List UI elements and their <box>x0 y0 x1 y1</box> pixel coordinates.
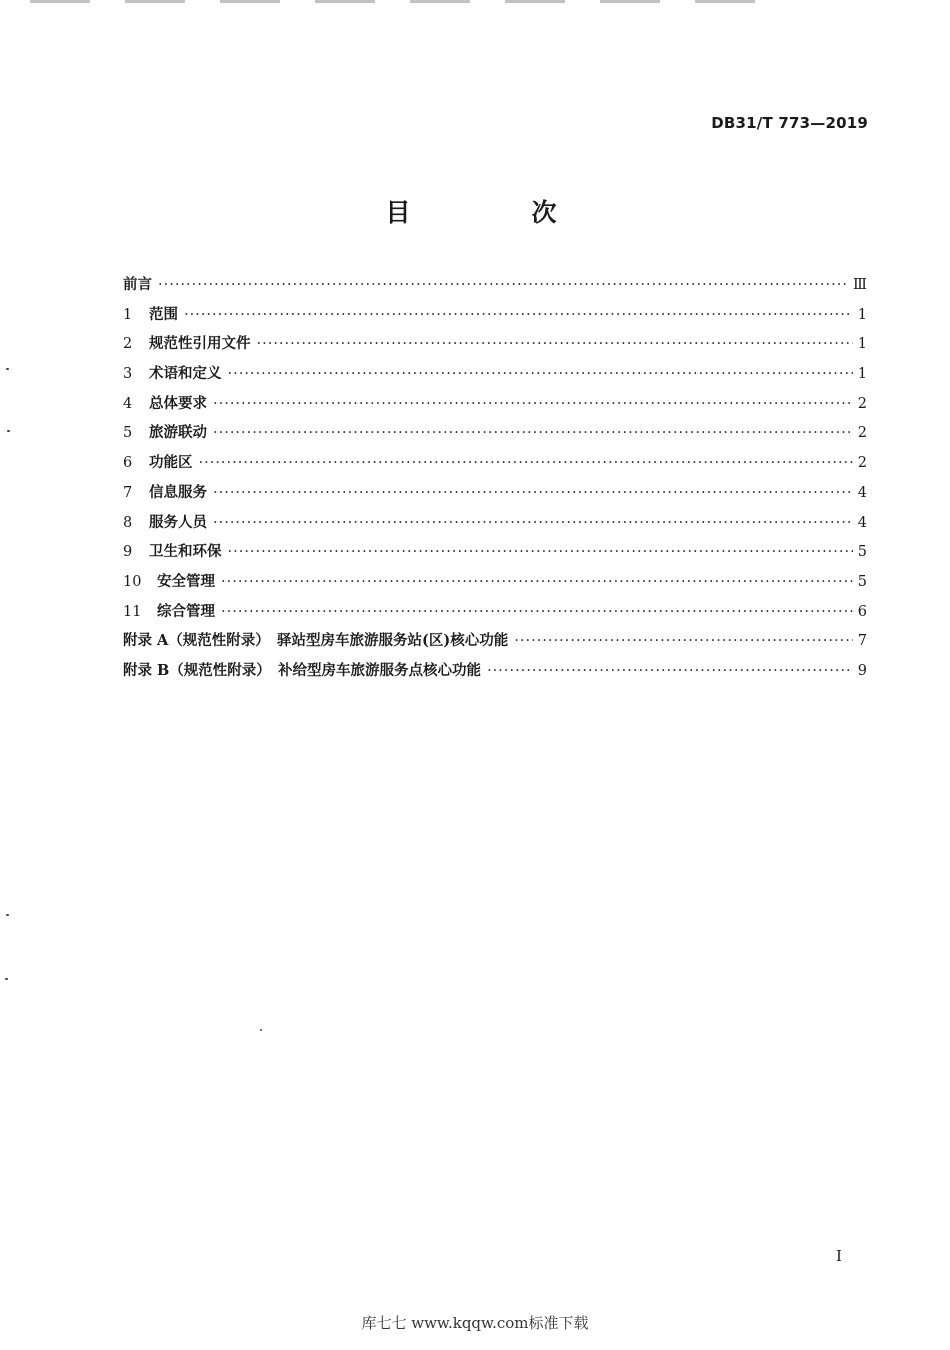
standard-code: DB31/T 773—2019 <box>711 114 868 132</box>
toc-dot-leader <box>213 485 853 501</box>
toc-entry-label: 综合管理 <box>157 602 215 620</box>
page-title: 目 次 <box>385 198 605 227</box>
scan-speck <box>6 368 9 370</box>
toc-dot-leader <box>213 425 853 441</box>
toc-entry-number: 1 <box>123 306 133 323</box>
toc-entry[interactable] <box>123 392 867 422</box>
toc-entry[interactable] <box>123 629 867 659</box>
toc-entry-label: 附录 B（规范性附录） 补给型房车旅游服务点核心功能 <box>123 661 482 679</box>
toc-dot-leader <box>213 515 853 531</box>
toc-entry[interactable] <box>123 570 867 600</box>
toc-dot-leader <box>257 336 854 352</box>
toc-entry-number: 2 <box>123 336 133 353</box>
toc-entry[interactable] <box>123 421 867 451</box>
toc-entry-page: 1 <box>857 366 867 383</box>
toc-entry-page: Ⅲ <box>853 277 867 293</box>
toc-entry-label: 安全管理 <box>157 572 215 590</box>
toc-entry[interactable] <box>123 362 867 392</box>
toc-entry-label: 旅游联动 <box>149 424 207 442</box>
scan-speck <box>7 430 10 432</box>
footer-watermark-text: 库七七 www.kqqw.com标准下载 <box>361 1314 589 1332</box>
toc-entry-number: 9 <box>123 544 133 561</box>
toc-entry-label: 信息服务 <box>149 483 207 501</box>
toc-entry-number: 4 <box>123 395 133 412</box>
toc-entry-label: 卫生和环保 <box>149 543 222 561</box>
toc-dot-leader <box>221 574 853 590</box>
toc-entry-page: 2 <box>857 395 867 412</box>
page-number: I <box>836 1247 842 1265</box>
toc-entry[interactable] <box>123 600 867 630</box>
toc-entry[interactable] <box>123 451 867 481</box>
toc-entry-number: 7 <box>123 484 133 501</box>
scan-speck <box>260 1029 262 1031</box>
toc-dot-leader <box>184 307 853 323</box>
toc-entry-page: 4 <box>857 514 867 531</box>
toc-entry-page: 1 <box>857 306 867 323</box>
toc-entry-label: 范围 <box>149 305 178 323</box>
toc-entry-number: 10 <box>123 573 142 590</box>
toc-entry[interactable] <box>123 273 867 303</box>
scan-speck <box>5 978 8 980</box>
toc-entry-label: 功能区 <box>149 454 193 472</box>
toc-dot-leader <box>514 633 853 649</box>
toc-entry-number: 3 <box>123 366 133 383</box>
toc-entry-number: 8 <box>123 514 133 531</box>
toc-dot-leader <box>221 604 853 620</box>
toc-entry-label: 附录 A（规范性附录） 驿站型房车旅游服务站(区)核心功能 <box>123 632 509 650</box>
toc-entry-label: 服务人员 <box>149 513 207 531</box>
toc-entry[interactable] <box>123 540 867 570</box>
toc-dot-leader <box>228 544 854 560</box>
toc-entry-page: 2 <box>857 425 867 442</box>
toc-entry-number: 11 <box>123 603 142 620</box>
toc-entry-page: 2 <box>857 455 867 472</box>
toc-entry-page: 1 <box>857 336 867 353</box>
toc-entry[interactable] <box>123 511 867 541</box>
toc-dot-leader <box>228 366 854 382</box>
toc-entry-page: 4 <box>857 484 867 501</box>
toc-entry-page: 7 <box>857 633 867 650</box>
toc-dot-leader <box>199 455 854 471</box>
toc-entry-page: 5 <box>857 544 867 561</box>
toc-dot-leader <box>213 396 853 412</box>
toc-entry-label: 前言 <box>123 276 152 293</box>
toc-entry[interactable] <box>123 332 867 362</box>
toc-entry-number: 5 <box>123 425 133 442</box>
toc-dot-leader <box>158 277 849 293</box>
toc-entry-page: 6 <box>857 603 867 620</box>
scan-top-rule <box>30 0 790 3</box>
toc-entry-label: 术语和定义 <box>149 365 222 383</box>
scan-speck <box>6 914 9 916</box>
toc-entry-label: 总体要求 <box>149 394 207 412</box>
toc-entry[interactable] <box>123 481 867 511</box>
toc-dot-leader <box>487 663 853 679</box>
toc-entry-label: 规范性引用文件 <box>149 335 251 353</box>
toc-entry-page: 9 <box>857 662 867 679</box>
toc-entry-page: 5 <box>857 573 867 590</box>
table-of-contents <box>123 273 867 689</box>
toc-entry[interactable] <box>123 659 867 689</box>
toc-entry-number: 6 <box>123 455 133 472</box>
toc-entry[interactable] <box>123 303 867 333</box>
